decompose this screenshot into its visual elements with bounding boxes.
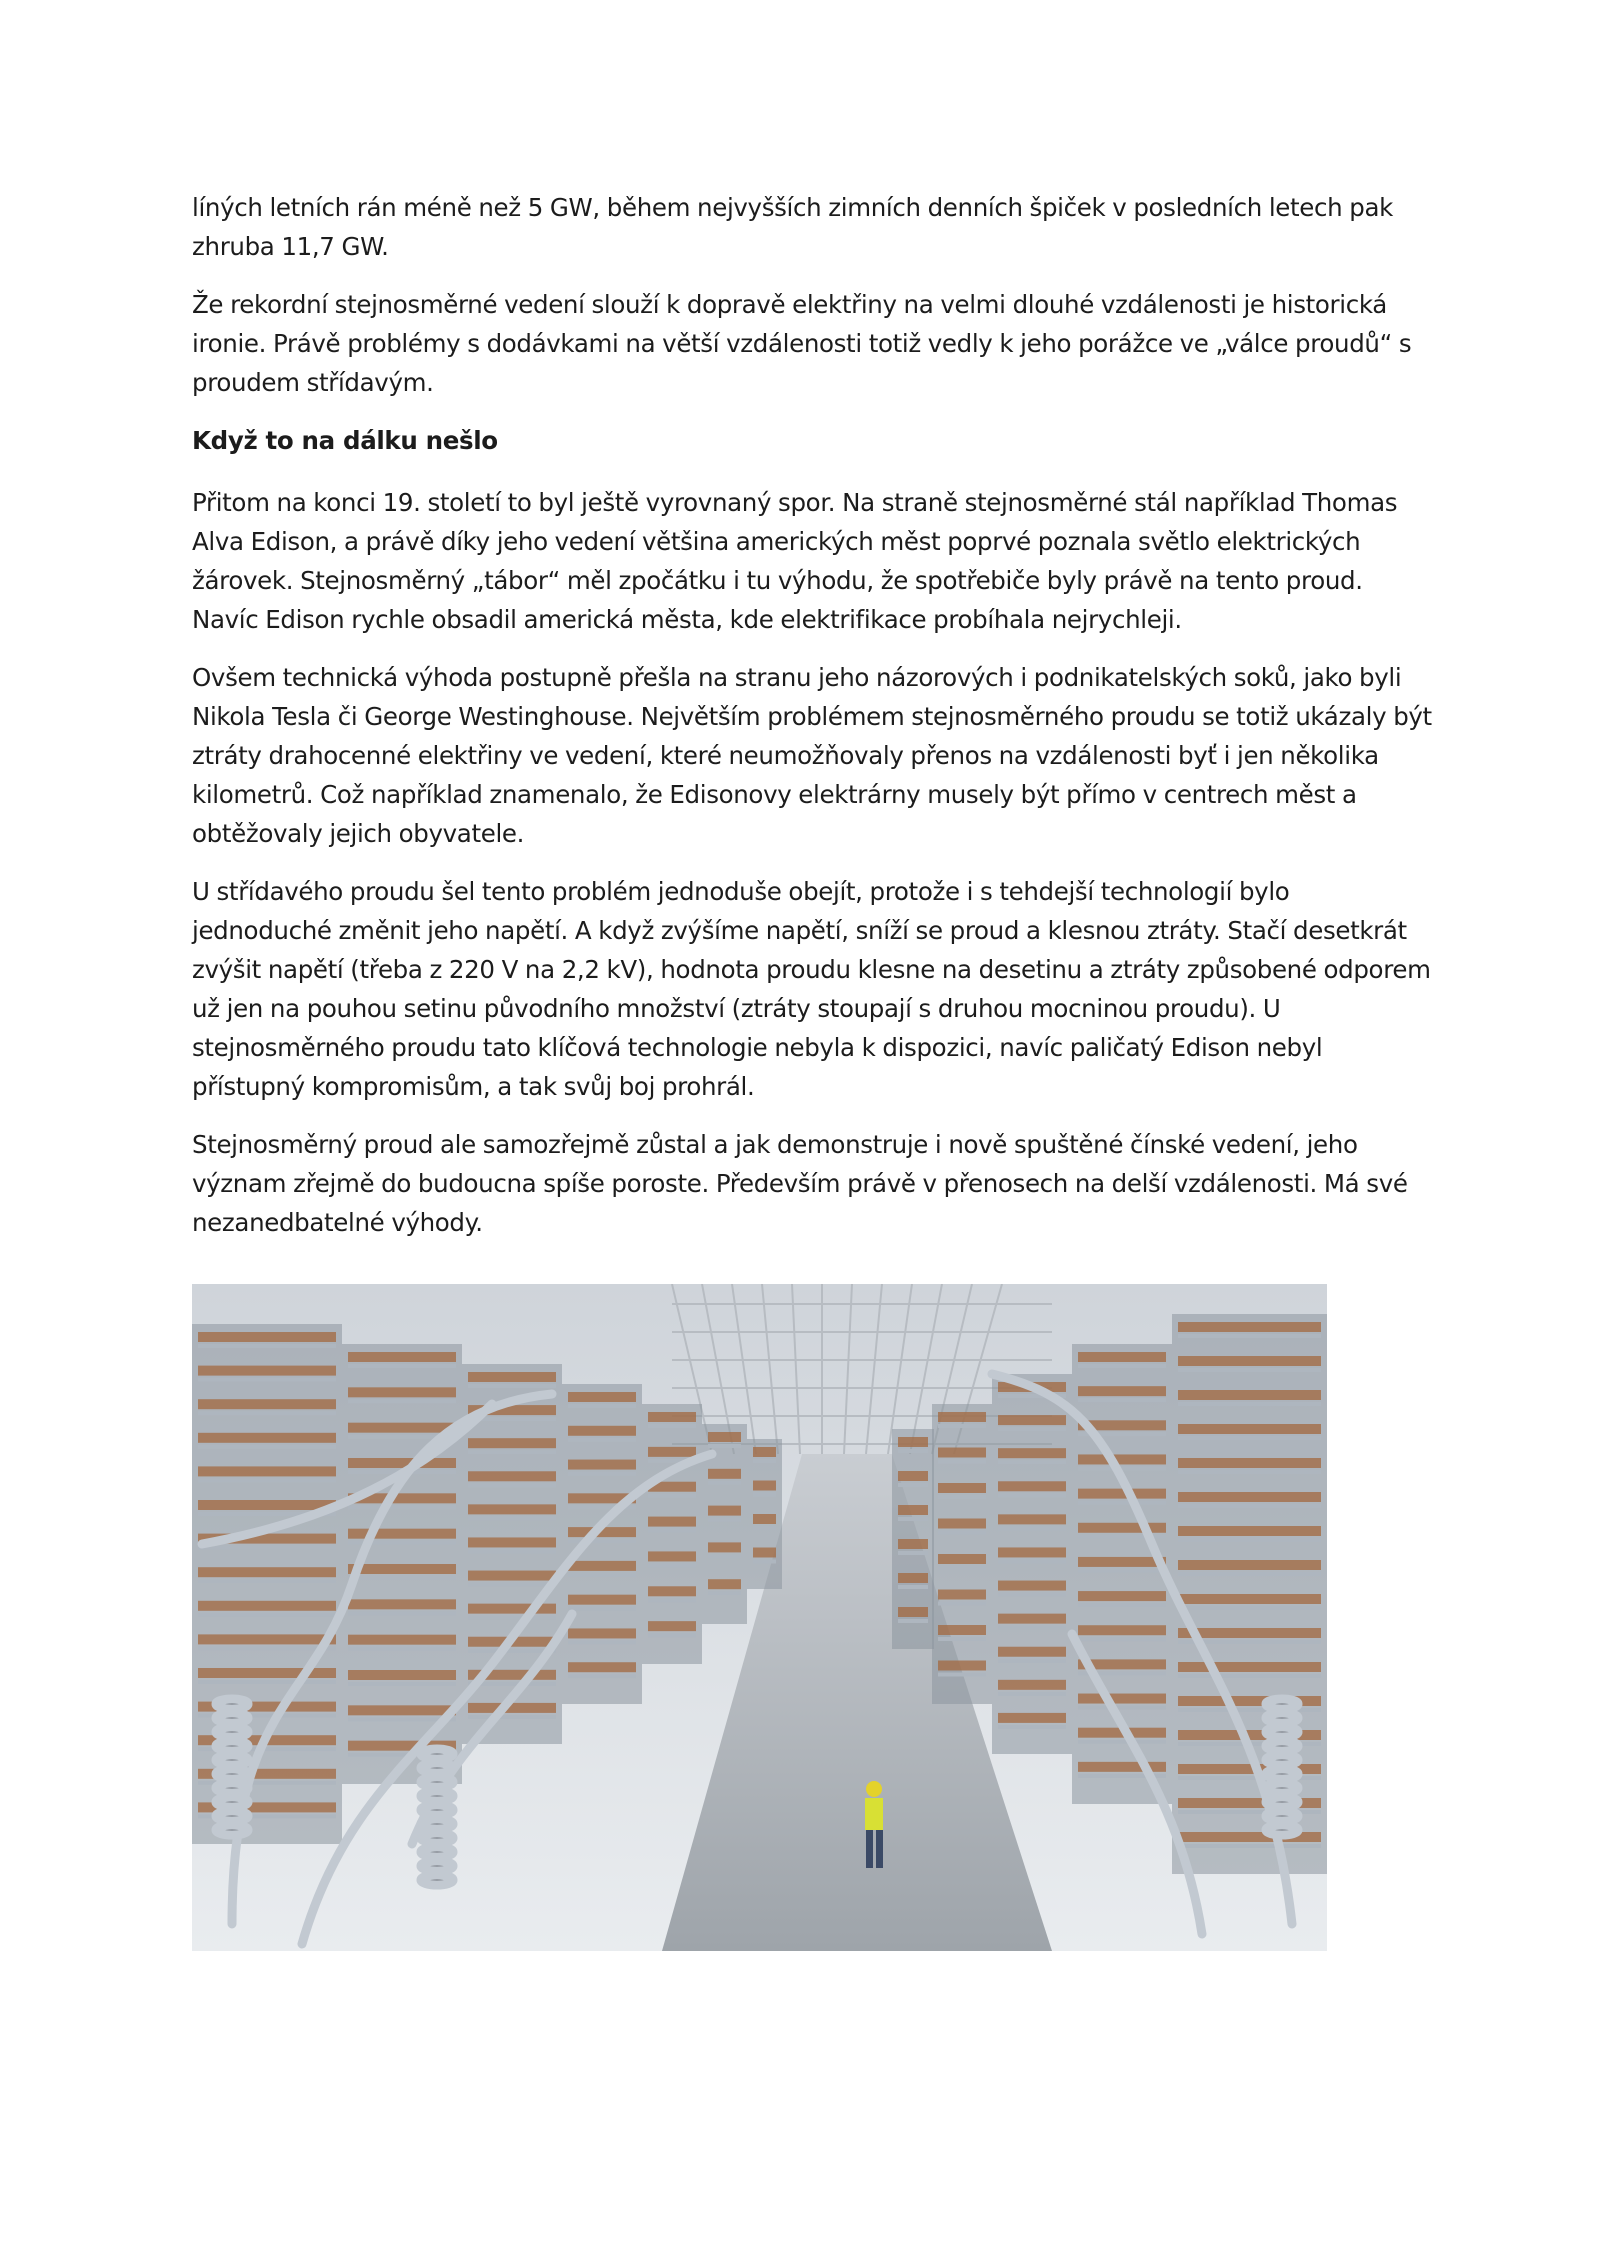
rack-module [938, 1554, 986, 1564]
rack-module [938, 1625, 986, 1635]
insulator-disc [216, 1783, 248, 1793]
rack-rail [198, 1680, 336, 1684]
rack-module [938, 1412, 986, 1422]
insulator-disc [1266, 1755, 1298, 1765]
rack-module [648, 1447, 696, 1457]
rack-module [1178, 1390, 1321, 1400]
rack-module [998, 1581, 1066, 1591]
rack-module [1178, 1356, 1321, 1366]
insulator-disc [1266, 1699, 1298, 1709]
rack-module [998, 1547, 1066, 1557]
rack-rail [348, 1682, 456, 1686]
rack-module [198, 1433, 336, 1443]
insulator-disc [421, 1847, 453, 1857]
rack-module [648, 1412, 696, 1422]
rack-module [348, 1670, 456, 1680]
rack-module [938, 1519, 986, 1529]
rack-rail [1178, 1368, 1321, 1372]
insulator-disc [421, 1833, 453, 1843]
insulator-disc [421, 1749, 453, 1759]
rack-rail [1078, 1740, 1166, 1744]
rack-rail [1178, 1334, 1321, 1338]
rack-module [568, 1460, 636, 1470]
paragraph: Stejnosměrný proud ale samozřejmě zůstal a jak demonstruje i nově spuštěné čínské vedení, jeho význam zřejmě do budoucna spíše poroste. Především právě v přenosech na delší vzdálenosti. Má své nezanedbatelné výhody. [192, 1130, 1408, 1237]
rack-rail [753, 1560, 776, 1564]
rack-rail [568, 1640, 636, 1644]
insulator-disc [1266, 1713, 1298, 1723]
rack-module [1178, 1594, 1321, 1604]
rack-rail [468, 1549, 556, 1553]
insulator-disc [216, 1741, 248, 1751]
insulator-disc [421, 1875, 453, 1885]
rack-module [998, 1713, 1066, 1723]
rack-module [938, 1448, 986, 1458]
rack-module [998, 1415, 1066, 1425]
rack-rail [198, 1411, 336, 1415]
rack-rail [348, 1647, 456, 1651]
rack-rail [1078, 1706, 1166, 1710]
rack-rail [468, 1715, 556, 1719]
worker-leg [876, 1830, 883, 1868]
rack-module [1178, 1458, 1321, 1468]
rack-module [998, 1614, 1066, 1624]
insulator-disc [216, 1727, 248, 1737]
rack-module [898, 1471, 928, 1481]
worker-leg [866, 1830, 873, 1868]
rack-rail [468, 1384, 556, 1388]
rack-rail [1178, 1674, 1321, 1678]
rack-rail [998, 1692, 1066, 1696]
rack-module [1078, 1762, 1166, 1772]
rack-rail [348, 1505, 456, 1509]
insulator-disc [216, 1699, 248, 1709]
rack-module [568, 1426, 636, 1436]
rack-rail [1178, 1844, 1321, 1848]
rack-rail [708, 1444, 741, 1448]
rack-rail [198, 1445, 336, 1449]
rack-rail [998, 1460, 1066, 1464]
rack-rail [708, 1554, 741, 1558]
rack-module [198, 1466, 336, 1476]
rack-module [348, 1705, 456, 1715]
rack-rail [568, 1674, 636, 1678]
rack-rail [1178, 1538, 1321, 1542]
rack-module [998, 1647, 1066, 1657]
rack-module [348, 1458, 456, 1468]
paragraph: líných letních rán méně než 5 GW, během nejvyšších zimních denních špiček v posledních letech pak zhruba 11,7 GW. [192, 193, 1393, 261]
rack-module [198, 1399, 336, 1409]
rack-module [348, 1387, 456, 1397]
rack-module [898, 1607, 928, 1617]
rack-module [198, 1668, 336, 1678]
insulator-disc [216, 1769, 248, 1779]
rack-module [1178, 1560, 1321, 1570]
rack-module [708, 1579, 741, 1589]
rack-rail [1178, 1606, 1321, 1610]
rack-rail [348, 1364, 456, 1368]
rack-module [998, 1514, 1066, 1524]
rack-rail [708, 1481, 741, 1485]
rack-module [708, 1542, 741, 1552]
rack-rail [998, 1626, 1066, 1630]
insulator-disc [216, 1713, 248, 1723]
paragraph: Ovšem technická výhoda postupně přešla na stranu jeho názorových i podnikatelských soků, jako byli Nikola Tesla či George Westinghouse. Největším problémem stejnosměrného proudu se totiž ukázaly být ztráty drahocenné elektřiny ve vedení, které neumožňovaly přenos na vzdálenosti byť i jen několika kilometrů. Což například znamenalo, že Edisonovy elektrárny musely být přímo v centrech měst a obtěžovaly jejich obyvatele. [192, 663, 1432, 848]
rack-rail [198, 1613, 336, 1617]
rack-module [708, 1506, 741, 1516]
rack-module [1078, 1454, 1166, 1464]
rack-module [753, 1548, 776, 1558]
rack-rail [648, 1529, 696, 1533]
rack-rail [938, 1531, 986, 1535]
rack-rail [753, 1493, 776, 1497]
rack-module [568, 1595, 636, 1605]
insulator-disc [421, 1861, 453, 1871]
rack-rail [1178, 1402, 1321, 1406]
rack-module [753, 1481, 776, 1491]
rack-rail [348, 1611, 456, 1615]
insulator-disc [421, 1805, 453, 1815]
rack-module [648, 1517, 696, 1527]
rack-module [1178, 1424, 1321, 1434]
rack-rail [898, 1585, 928, 1589]
rack-module [648, 1586, 696, 1596]
article-body [192, 188, 1432, 1261]
rack-module [1078, 1352, 1166, 1362]
rack-rail [753, 1459, 776, 1463]
rack-module [648, 1551, 696, 1561]
rack-module [348, 1352, 456, 1362]
rack-rail [1078, 1398, 1166, 1402]
rack-rail [898, 1551, 928, 1555]
rack-rail [468, 1616, 556, 1620]
rack-rail [938, 1566, 986, 1570]
converter-hall-photo [192, 1284, 1327, 1951]
rack-module [753, 1447, 776, 1457]
rack-rail [648, 1563, 696, 1567]
insulator-disc [216, 1811, 248, 1821]
rack-rail [998, 1427, 1066, 1431]
hard-hat [866, 1781, 882, 1797]
rack-module [1078, 1489, 1166, 1499]
rack-module [198, 1601, 336, 1611]
rack-rail [898, 1619, 928, 1623]
insulator-disc [1266, 1783, 1298, 1793]
rack-module [468, 1604, 556, 1614]
insulator-disc [421, 1763, 453, 1773]
rack-module [938, 1661, 986, 1671]
rack-rail [348, 1399, 456, 1403]
rack-module [1178, 1526, 1321, 1536]
rack-module [998, 1680, 1066, 1690]
rack-rail [568, 1539, 636, 1543]
rack-module [568, 1392, 636, 1402]
insulator-disc [1266, 1797, 1298, 1807]
rack-rail [198, 1344, 336, 1348]
rack-module [1078, 1625, 1166, 1635]
rack-module [568, 1628, 636, 1638]
rack-rail [898, 1449, 928, 1453]
rack-rail [1178, 1572, 1321, 1576]
rack-rail [1078, 1569, 1166, 1573]
rack-rail [198, 1646, 336, 1650]
rack-rail [938, 1460, 986, 1464]
insulator-disc [1266, 1811, 1298, 1821]
rack-rail [1078, 1603, 1166, 1607]
insulator-disc [421, 1791, 453, 1801]
rack-module [568, 1561, 636, 1571]
rack-module [198, 1567, 336, 1577]
rack-module [1078, 1523, 1166, 1533]
rack-rail [938, 1637, 986, 1641]
rack-rail [198, 1378, 336, 1382]
rack-rail [198, 1579, 336, 1583]
rack-rail [898, 1517, 928, 1521]
safety-vest [865, 1798, 883, 1830]
rack-module [998, 1481, 1066, 1491]
rack-rail [468, 1450, 556, 1454]
paragraph: U střídavého proudu šel tento problém jednoduše obejít, protože i s tehdejší technologií bylo jednoduché změnit jeho napětí. A když zvýšíme napětí, sníží se proud a klesnou ztráty. Stačí desetkrát zvýšit napětí (třeba z 220 V na 2,2 kV), hodnota proudu klesne na desetinu a ztráty způsobené odporem už jen na pouhou setinu původního množství (ztráty stoupají s druhou mocninou proudu). U stejnosměrného proudu tato klíčová technologie nebyla k dispozici, navíc paličatý Edison nebyl přístupný kompromisům, a tak svůj boj prohrál. [192, 877, 1431, 1101]
rack-rail [1078, 1501, 1166, 1505]
rack-module [198, 1332, 336, 1342]
rack-module [468, 1372, 556, 1382]
rack-module [468, 1471, 556, 1481]
rack-module [998, 1448, 1066, 1458]
rack-rail [468, 1516, 556, 1520]
rack-module [898, 1437, 928, 1447]
rack-module [708, 1469, 741, 1479]
rack-module [898, 1505, 928, 1515]
rack-rail [1078, 1637, 1166, 1641]
rack-module [348, 1423, 456, 1433]
insulator-disc [1266, 1825, 1298, 1835]
insulator-disc [1266, 1727, 1298, 1737]
rack-module [938, 1590, 986, 1600]
rack-rail [1178, 1436, 1321, 1440]
rack-module [348, 1599, 456, 1609]
rack-module [938, 1483, 986, 1493]
rack-rail [568, 1404, 636, 1408]
rack-module [348, 1635, 456, 1645]
rack-module [198, 1366, 336, 1376]
rack-rail [753, 1526, 776, 1530]
rack-module [468, 1438, 556, 1448]
rack-rail [348, 1576, 456, 1580]
rack-rail [898, 1483, 928, 1487]
rack-rail [468, 1583, 556, 1587]
rack-module [198, 1500, 336, 1510]
rack-rail [938, 1495, 986, 1499]
insulator-disc [216, 1825, 248, 1835]
rack-module [898, 1539, 928, 1549]
rack-rail [1178, 1504, 1321, 1508]
rack-rail [998, 1593, 1066, 1597]
rack-rail [938, 1673, 986, 1677]
rack-module [1178, 1322, 1321, 1332]
rack-rail [468, 1483, 556, 1487]
rack-module [1078, 1557, 1166, 1567]
paragraph: Přitom na konci 19. století to byl ještě vyrovnaný spor. Na straně stejnosměrné stál například Thomas Alva Edison, a právě díky jeho vedení většina amerických měst poprvé poznala světlo elektrických žárovek. Stejnosměrný „tábor“ měl zpočátku i tu výhodu, že spotřebiče byly právě na tento proud. Navíc Edison rychle obsadil americká města, kde elektrifikace probíhala nejrychleji. [192, 488, 1398, 634]
rack-module [648, 1621, 696, 1631]
rack-rail [568, 1607, 636, 1611]
converter-hall-illustration [192, 1284, 1327, 1951]
rack-rail [568, 1472, 636, 1476]
rack-rail [998, 1526, 1066, 1530]
rack-module [568, 1662, 636, 1672]
rack-rail [708, 1518, 741, 1522]
rack-module [468, 1504, 556, 1514]
rack-module [1078, 1694, 1166, 1704]
rack-module [1178, 1492, 1321, 1502]
rack-rail [938, 1602, 986, 1606]
rack-module [468, 1571, 556, 1581]
insulator-disc [421, 1777, 453, 1787]
rack-rail [998, 1559, 1066, 1563]
rack-rail [648, 1494, 696, 1498]
rack-rail [998, 1493, 1066, 1497]
rack-module [1078, 1386, 1166, 1396]
rack-rail [648, 1598, 696, 1602]
rack-module [1178, 1662, 1321, 1672]
rack-rail [568, 1573, 636, 1577]
rack-module [898, 1573, 928, 1583]
rack-module [1078, 1591, 1166, 1601]
rack-rail [198, 1478, 336, 1482]
rack-rail [998, 1725, 1066, 1729]
section-heading: Když to na dálku nešlo [192, 426, 498, 455]
insulator-disc [216, 1755, 248, 1765]
rack-rail [938, 1424, 986, 1428]
rack-module [348, 1564, 456, 1574]
insulator-disc [1266, 1741, 1298, 1751]
rack-rail [198, 1546, 336, 1550]
rack-module [348, 1529, 456, 1539]
rack-rail [708, 1591, 741, 1595]
rack-module [198, 1634, 336, 1644]
rack-rail [998, 1659, 1066, 1663]
paragraph: Že rekordní stejnosměrné vedení slouží k dopravě elektřiny na velmi dlouhé vzdálenosti je historická ironie. Právě problémy s dodávkami na větší vzdálenosti totiž vedly k jeho porážce ve „válce proudů“ s proudem střídavým. [192, 290, 1412, 397]
rack-rail [648, 1424, 696, 1428]
rack-module [468, 1537, 556, 1547]
rack-module [753, 1514, 776, 1524]
insulator-disc [421, 1819, 453, 1829]
rack-module [708, 1432, 741, 1442]
rack-rail [648, 1633, 696, 1637]
insulator-disc [1266, 1769, 1298, 1779]
rack-rail [1178, 1470, 1321, 1474]
insulator-disc [216, 1797, 248, 1807]
rack-rail [1078, 1364, 1166, 1368]
rack-rail [568, 1438, 636, 1442]
